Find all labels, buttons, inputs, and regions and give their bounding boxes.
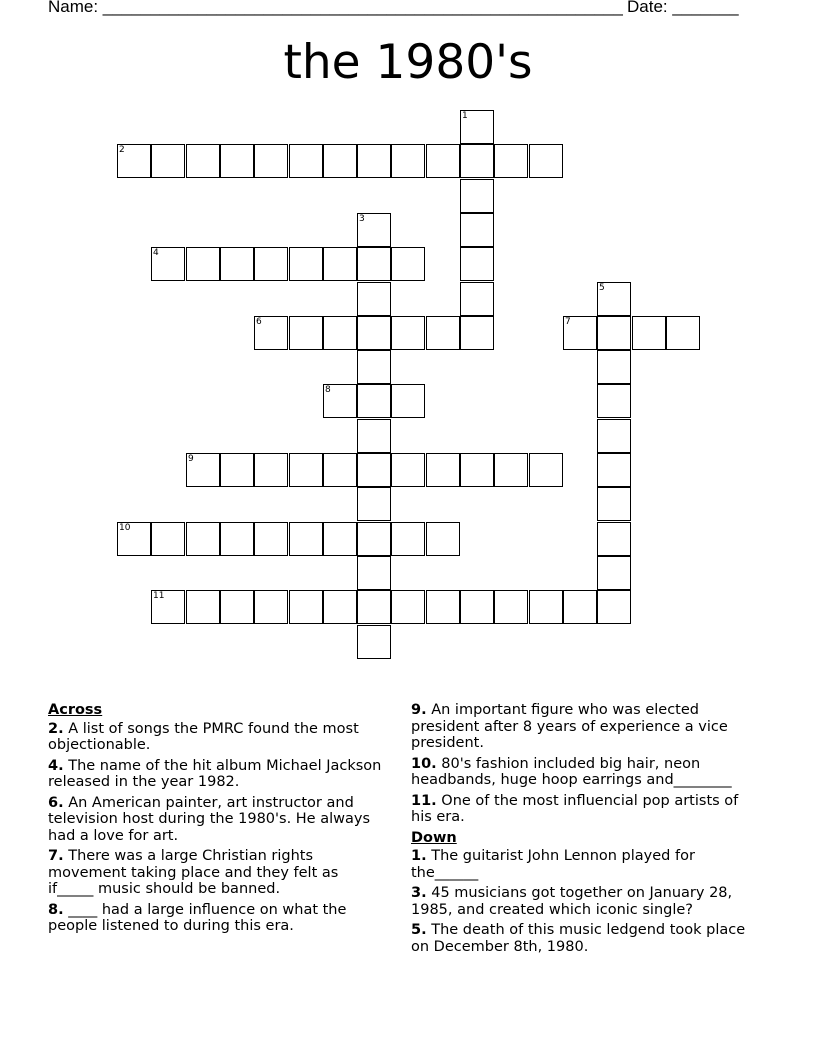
crossword-cell[interactable] <box>220 144 254 178</box>
crossword-cell[interactable] <box>357 487 391 521</box>
clue-text: 45 musicians got together on January 28, 1985, and created which iconic single? <box>411 885 733 918</box>
clue-down-3 <box>411 885 761 918</box>
crossword-cell[interactable] <box>151 590 185 624</box>
clue-across-4 <box>48 758 388 791</box>
crossword-cell[interactable] <box>220 247 254 281</box>
page-title: the 1980's <box>283 35 533 90</box>
clues-column-right <box>411 702 761 959</box>
crossword-cell[interactable] <box>597 556 631 590</box>
crossword-cell[interactable] <box>254 144 288 178</box>
crossword-cell[interactable] <box>254 316 288 350</box>
crossword-cell[interactable] <box>460 282 494 316</box>
crossword-cell[interactable] <box>323 316 357 350</box>
clue-across-6 <box>48 795 388 845</box>
crossword-cell[interactable] <box>460 590 494 624</box>
crossword-cell[interactable] <box>357 522 391 556</box>
crossword-cell[interactable] <box>323 590 357 624</box>
clue-down-1 <box>411 848 761 881</box>
crossword-cell[interactable] <box>391 247 425 281</box>
crossword-cell[interactable] <box>597 282 631 316</box>
clue-number-label: 11 <box>153 591 165 601</box>
clue-text: ____ had a large influence on what the people listened to during this era. <box>48 901 347 934</box>
crossword-cell[interactable] <box>323 144 357 178</box>
crossword-cell[interactable] <box>254 453 288 487</box>
crossword-cell[interactable] <box>357 556 391 590</box>
crossword-cell[interactable] <box>357 213 391 247</box>
crossword-cell[interactable] <box>460 179 494 213</box>
crossword-cell[interactable] <box>563 590 597 624</box>
crossword-cell[interactable] <box>186 453 220 487</box>
clue-number: 3. <box>411 885 427 901</box>
date-field-label: Date: _______ <box>627 0 739 16</box>
crossword-cell[interactable] <box>494 453 528 487</box>
crossword-cell[interactable] <box>391 144 425 178</box>
crossword-cell[interactable] <box>597 350 631 384</box>
crossword-cell[interactable] <box>117 522 151 556</box>
crossword-cell[interactable] <box>494 590 528 624</box>
crossword-cell[interactable] <box>254 247 288 281</box>
clue-number: 10. <box>411 755 437 772</box>
clue-down-5 <box>411 922 761 955</box>
crossword-cell[interactable] <box>460 213 494 247</box>
crossword-cell[interactable] <box>529 453 563 487</box>
clue-number-label: 10 <box>119 523 131 533</box>
crossword-cell[interactable] <box>426 144 460 178</box>
clue-across-10 <box>411 756 761 789</box>
crossword-cell[interactable] <box>151 144 185 178</box>
crossword-cell[interactable] <box>357 247 391 281</box>
crossword-cell[interactable] <box>460 144 494 178</box>
crossword-cell[interactable] <box>426 522 460 556</box>
clue-number-label: 3 <box>359 214 365 224</box>
crossword-cell[interactable] <box>391 590 425 624</box>
crossword-cell[interactable] <box>597 487 631 521</box>
clue-across-8 <box>48 902 388 935</box>
crossword-cell[interactable] <box>391 522 425 556</box>
clue-across-2 <box>48 721 388 754</box>
crossword-cell[interactable] <box>220 590 254 624</box>
clue-text: There was a large Christian rights movement taking place and they felt as if_____ music should be banned. <box>48 848 339 897</box>
clue-across-9 <box>411 702 761 752</box>
crossword-cell[interactable] <box>117 144 151 178</box>
crossword-cell[interactable] <box>460 247 494 281</box>
clue-number-label: 2 <box>119 145 125 155</box>
crossword-cell[interactable] <box>563 316 597 350</box>
clue-number: 8. <box>48 901 64 918</box>
crossword-cell[interactable] <box>460 316 494 350</box>
clue-text: The death of this music ledgend took place on December 8th, 1980. <box>411 922 746 955</box>
crossword-cell[interactable] <box>323 247 357 281</box>
crossword-cell[interactable] <box>289 144 323 178</box>
crossword-cell[interactable] <box>597 453 631 487</box>
crossword-cell[interactable] <box>597 316 631 350</box>
crossword-cell[interactable] <box>357 144 391 178</box>
clue-number-label: 1 <box>462 111 468 121</box>
clue-number-label: 5 <box>599 283 605 293</box>
clue-text: A list of songs the PMRC found the most objectionable. <box>48 720 359 753</box>
clue-number-label: 7 <box>565 317 571 327</box>
crossword-cell[interactable] <box>426 590 460 624</box>
clue-number: 11. <box>411 792 437 809</box>
crossword-cell[interactable] <box>529 144 563 178</box>
crossword-cell[interactable] <box>151 522 185 556</box>
clue-number-label: 4 <box>153 248 159 258</box>
crossword-cell[interactable] <box>426 453 460 487</box>
clue-text: The guitarist John Lennon played for the______ <box>411 848 695 881</box>
name-field-label: Name: _______________________________________________________ <box>48 0 623 16</box>
clue-number: 9. <box>411 702 427 718</box>
crossword-cell[interactable] <box>323 522 357 556</box>
crossword-cell[interactable] <box>597 522 631 556</box>
clue-number: 2. <box>48 720 64 737</box>
crossword-cell[interactable] <box>391 384 425 418</box>
crossword-cell[interactable] <box>289 316 323 350</box>
crossword-cell[interactable] <box>254 522 288 556</box>
crossword-cell[interactable] <box>186 522 220 556</box>
crossword-cell[interactable] <box>460 453 494 487</box>
crossword-cell[interactable] <box>529 590 563 624</box>
clues-column-left <box>48 702 388 939</box>
crossword-cell[interactable] <box>289 247 323 281</box>
crossword-cell[interactable] <box>632 316 666 350</box>
crossword-cell[interactable] <box>357 625 391 659</box>
clue-number-label: 6 <box>256 317 262 327</box>
crossword-cell[interactable] <box>151 247 185 281</box>
clue-number: 1. <box>411 848 427 864</box>
clue-across-11 <box>411 793 761 826</box>
crossword-cell[interactable] <box>289 590 323 624</box>
clue-number: 6. <box>48 794 64 811</box>
crossword-cell[interactable] <box>460 110 494 144</box>
crossword-cell[interactable] <box>391 453 425 487</box>
down-heading: Down <box>411 829 457 846</box>
crossword-cell[interactable] <box>391 316 425 350</box>
crossword-cell[interactable] <box>220 453 254 487</box>
clue-text: One of the most influencial pop artists of his era. <box>411 792 739 825</box>
crossword-cell[interactable] <box>220 522 254 556</box>
clue-text: An important figure who was elected president after 8 years of experience a vice president. <box>411 702 728 751</box>
clue-number: 7. <box>48 848 64 864</box>
crossword-cell[interactable] <box>666 316 700 350</box>
crossword-cell[interactable] <box>323 453 357 487</box>
crossword-cell[interactable] <box>186 247 220 281</box>
clue-text: The name of the hit album Michael Jackson released in the year 1982. <box>48 757 382 790</box>
crossword-cell[interactable] <box>357 282 391 316</box>
crossword-cell[interactable] <box>186 144 220 178</box>
crossword-cell[interactable] <box>357 590 391 624</box>
crossword-cell[interactable] <box>494 144 528 178</box>
clue-number: 4. <box>48 757 64 774</box>
crossword-cell[interactable] <box>357 384 391 418</box>
crossword-cell[interactable] <box>357 316 391 350</box>
clue-across-7 <box>48 848 388 898</box>
crossword-cell[interactable] <box>597 590 631 624</box>
crossword-cell[interactable] <box>289 522 323 556</box>
crossword-cell[interactable] <box>597 384 631 418</box>
clue-text: 80's fashion included big hair, neon headbands, huge hoop earrings and________ <box>411 755 732 788</box>
crossword-cell[interactable] <box>597 419 631 453</box>
crossword-cell[interactable] <box>357 453 391 487</box>
crossword-cell[interactable] <box>254 590 288 624</box>
across-heading: Across <box>48 702 103 718</box>
clue-number: 5. <box>411 922 427 938</box>
crossword-cell[interactable] <box>357 419 391 453</box>
crossword-cell[interactable] <box>289 453 323 487</box>
clue-text: An American painter, art instructor and television host during the 1980's. He always had a love for art. <box>48 794 371 844</box>
clue-number-label: 8 <box>325 385 331 395</box>
crossword-cell[interactable] <box>426 316 460 350</box>
crossword-cell[interactable] <box>357 350 391 384</box>
crossword-cell[interactable] <box>186 590 220 624</box>
crossword-cell[interactable] <box>323 384 357 418</box>
clue-number-label: 9 <box>188 454 194 464</box>
